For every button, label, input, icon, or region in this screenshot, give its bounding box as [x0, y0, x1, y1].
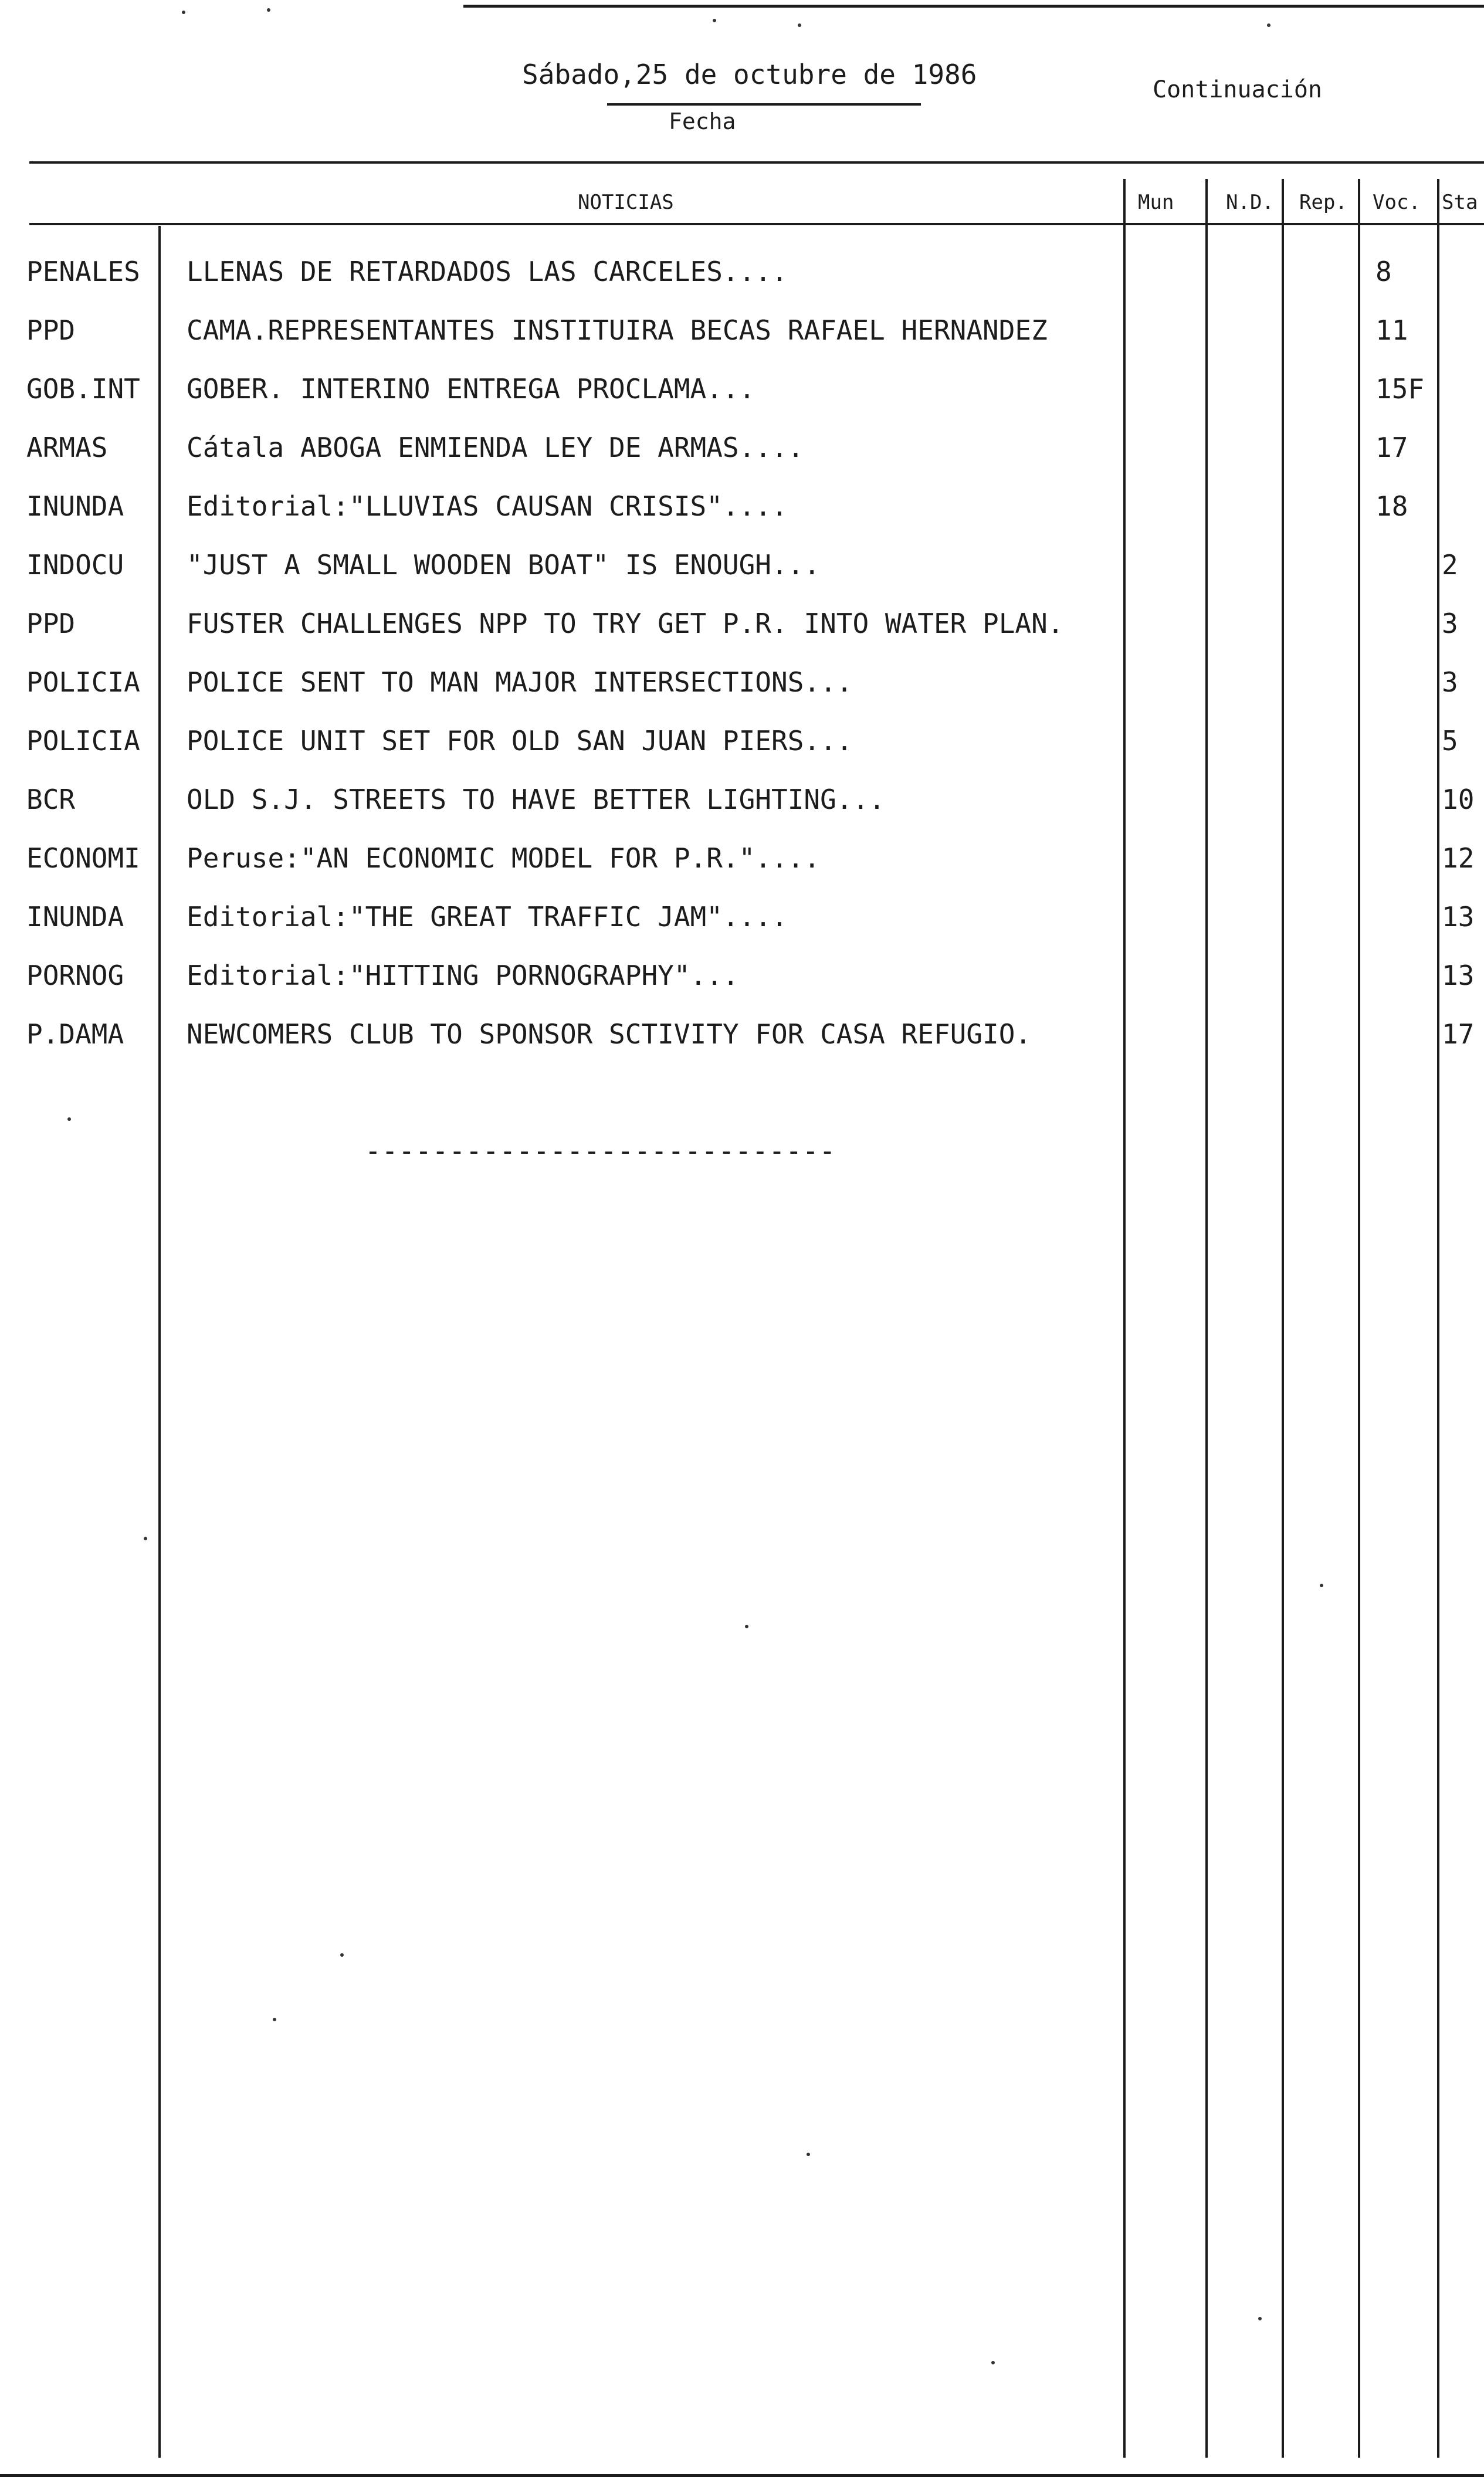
row-section: GOB.INT: [26, 373, 140, 405]
row-title: Editorial:"HITTING PORNOGRAPHY"...: [187, 960, 739, 991]
row-title: "JUST A SMALL WOODEN BOAT" IS ENOUGH...: [187, 549, 821, 581]
scan-speck: [745, 1625, 748, 1628]
scan-speck: [798, 23, 801, 27]
row-voc-page: 8: [1375, 256, 1392, 287]
scan-speck: [267, 8, 270, 12]
row-sta-page: 17: [1442, 1018, 1475, 1050]
scan-speck: [144, 1537, 147, 1540]
table-row: [0, 962, 1484, 1021]
scan-speck: [1258, 2317, 1262, 2320]
row-section: ECONOMI: [26, 842, 140, 874]
column-header-noticias: NOTICIAS: [578, 191, 674, 214]
row-section: INDOCU: [26, 549, 124, 581]
row-section: POLICIA: [26, 666, 140, 698]
top-edge-line: [463, 5, 1484, 8]
column-header-nd: N.D.: [1226, 191, 1274, 214]
row-title: OLD S.J. STREETS TO HAVE BETTER LIGHTING...: [187, 784, 885, 815]
row-sta-page: 2: [1442, 549, 1458, 581]
row-voc-page: 15F: [1375, 373, 1425, 405]
table-row: [0, 490, 1484, 551]
scan-speck: [807, 2153, 810, 2156]
table-row: [0, 842, 1484, 903]
table-row: [0, 551, 1484, 610]
scan-speck: [1320, 1584, 1323, 1587]
date-label: Fecha: [669, 109, 736, 134]
row-title: LLENAS DE RETARDADOS LAS CARCELES....: [187, 256, 788, 287]
column-header-voc: Voc.: [1373, 191, 1421, 214]
row-title: CAMA.REPRESENTANTES INSTITUIRA BECAS RAFAEL HERNANDEZ: [187, 314, 1048, 346]
row-section: P.DAMA: [26, 1018, 124, 1050]
row-section: INUNDA: [26, 490, 124, 522]
bottom-edge-line: [0, 2474, 1484, 2477]
table-row: [0, 610, 1484, 669]
table-row: [0, 786, 1484, 845]
row-voc-page: 18: [1375, 490, 1408, 522]
row-title: Cátala ABOGA ENMIENDA LEY DE ARMAS....: [187, 432, 804, 463]
row-title: Editorial:"THE GREAT TRAFFIC JAM"....: [187, 901, 788, 933]
table-row: [0, 375, 1484, 434]
row-title: FUSTER CHALLENGES NPP TO TRY GET P.R. INTO WATER PLAN.: [187, 608, 1064, 639]
row-voc-page: 17: [1375, 432, 1408, 463]
table-row: [0, 727, 1484, 786]
row-sta-page: 13: [1442, 960, 1475, 991]
scan-speck: [182, 11, 185, 14]
scan-speck: [273, 2018, 276, 2021]
column-header-mun: Mun: [1138, 191, 1174, 214]
scan-speck: [340, 1953, 344, 1957]
row-section: ARMAS: [26, 432, 108, 463]
row-title: Editorial:"LLUVIAS CAUSAN CRISIS"....: [187, 490, 788, 522]
row-sta-page: 10: [1442, 784, 1475, 815]
row-section: BCR: [26, 784, 76, 815]
row-voc-page: 11: [1375, 314, 1408, 346]
row-title: Peruse:"AN ECONOMIC MODEL FOR P.R."....: [187, 842, 821, 874]
row-section: PPD: [26, 608, 76, 639]
row-title: NEWCOMERS CLUB TO SPONSOR SCTIVITY FOR CASA REFUGIO.: [187, 1018, 1032, 1050]
row-section: PORNOG: [26, 960, 124, 991]
table-row: [0, 903, 1484, 962]
row-sta-page: 5: [1442, 725, 1458, 757]
scan-speck: [67, 1117, 71, 1121]
table-row: [0, 666, 1484, 727]
table-row: [0, 258, 1484, 317]
row-sta-page: 13: [1442, 901, 1475, 933]
table-row: [0, 314, 1484, 375]
scan-speck: [991, 2361, 995, 2364]
table-header-top-rule: [29, 161, 1484, 164]
row-section: PENALES: [26, 256, 140, 287]
column-header-sta: Sta: [1442, 191, 1478, 214]
scan-speck: [713, 19, 716, 22]
row-sta-page: 3: [1442, 608, 1458, 639]
end-separator: ----------------------------: [365, 1135, 836, 1167]
row-section: INUNDA: [26, 901, 124, 933]
column-header-rep: Rep.: [1299, 191, 1347, 214]
date-underline: [607, 103, 921, 106]
row-sta-page: 3: [1442, 666, 1458, 698]
table-row: [0, 434, 1484, 493]
row-title: POLICE UNIT SET FOR OLD SAN JUAN PIERS...: [187, 725, 853, 757]
table-header-bottom-rule: [29, 223, 1484, 225]
scan-speck: [1267, 23, 1270, 27]
continuation-label: Continuación: [1153, 76, 1322, 103]
row-section: PPD: [26, 314, 76, 346]
table-row: [0, 1018, 1484, 1079]
row-section: POLICIA: [26, 725, 140, 757]
row-sta-page: 12: [1442, 842, 1475, 874]
row-title: GOBER. INTERINO ENTREGA PROCLAMA...: [187, 373, 755, 405]
date-field: Sábado,25 de octubre de 1986: [522, 59, 977, 90]
row-title: POLICE SENT TO MAN MAJOR INTERSECTIONS...: [187, 666, 853, 698]
